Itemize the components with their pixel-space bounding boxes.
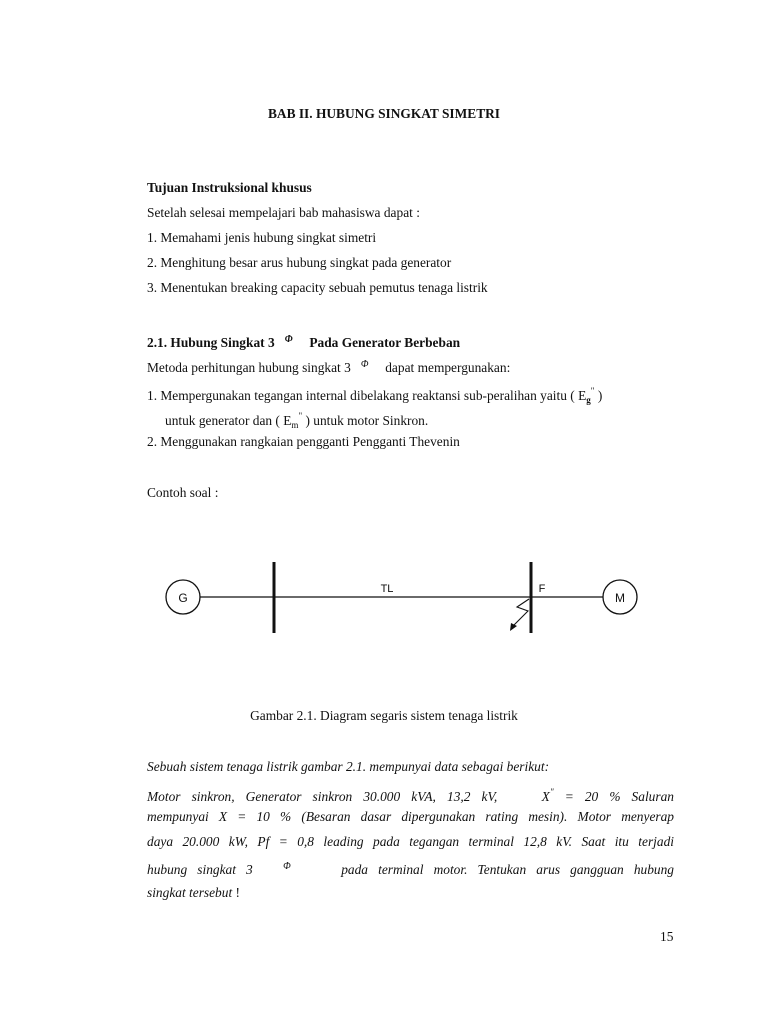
method-intro — [147, 357, 510, 376]
problem-line-2-text: Motor sinkron, Generator sinkron 30.000 kVA, 13,2 kV, — [147, 789, 498, 804]
superscript-double-prime: " — [549, 787, 554, 797]
method-intro-part-b: dapat mempergunakan: — [385, 360, 511, 375]
objective-item-2: 2. Menghitung besar arus hubung singkat pada generator — [147, 255, 452, 270]
fault-label: F — [538, 583, 546, 595]
objectives-title: Tujuan Instruksional khusus — [147, 180, 312, 195]
problem-line-2 — [147, 784, 674, 805]
problem-line-6 — [147, 885, 240, 901]
objective-item-3: 3. Menentukan breaking capacity sebuah pemutus tenaga listrik — [147, 280, 488, 295]
problem-line-6-end: ! — [235, 885, 240, 900]
objective-item-1: 1. Memahami jenis hubung singkat simetri — [147, 230, 377, 245]
one-line-diagram — [150, 555, 650, 645]
method-item-1 — [147, 383, 602, 408]
problem-line-5 — [147, 859, 674, 878]
subscript-g: g — [586, 395, 591, 405]
method-item-2: 2. Menggunakan rangkaian pengganti Pengganti Thevenin — [147, 434, 460, 449]
reactance-symbol: X — [541, 789, 550, 804]
figure-caption: Gambar 2.1. Diagram segaris sistem tenaga listrik — [250, 708, 518, 723]
superscript-double-prime: " — [298, 411, 303, 421]
section-title-part-a: 2.1. Hubung Singkat 3 — [147, 335, 275, 350]
method-item-1-close: ) — [597, 388, 603, 403]
problem-line-6-text: singkat tersebut — [147, 885, 233, 900]
method-item-1-text: 1. Mempergunakan tegangan internal dibelakang reaktansi sub-peralihan yaitu ( E — [147, 388, 587, 403]
method-item-1-line-2-text: untuk generator dan ( E — [165, 413, 292, 428]
method-item-1-line-2-end: ) untuk motor Sinkron. — [305, 413, 429, 428]
chapter-heading: BAB II. HUBUNG SINGKAT SIMETRI — [267, 106, 501, 121]
problem-line-2-end: = 20 % Saluran — [564, 789, 674, 804]
section-title-part-b: Pada Generator Berbeban — [309, 335, 461, 350]
line-label: TL — [380, 583, 394, 595]
phi-symbol: Φ — [283, 861, 291, 872]
motor-label: M — [615, 591, 625, 605]
generator-label: G — [178, 591, 188, 605]
fault-arrowhead — [510, 623, 517, 631]
phi-symbol: Φ — [360, 359, 369, 370]
method-item-1-line-2 — [165, 408, 428, 433]
problem-line-3: mempunyai X = 10 % (Besaran dasar dipergunakan rating mesin). Motor menyerap — [147, 809, 674, 824]
problem-line-1: Sebuah sistem tenaga listrik gambar 2.1. mempunyai data sebagai berikut: — [147, 759, 550, 774]
fault-symbol — [512, 599, 529, 627]
problem-line-5-end: pada terminal motor. Tentukan arus gangguan hubung — [341, 862, 674, 877]
problem-line-5-text: hubung singkat 3 — [147, 862, 253, 877]
method-intro-part-a: Metoda perhitungan hubung singkat 3 — [147, 360, 351, 375]
problem-line-4: daya 20.000 kW, Pf = 0,8 leading pada tegangan terminal 12,8 kV. Saat itu terjadi — [147, 834, 674, 849]
section-title — [147, 332, 460, 351]
objectives-intro: Setelah selesai mempelajari bab mahasiswa dapat : — [147, 205, 420, 220]
superscript-double-prime: " — [590, 386, 595, 396]
phi-symbol: Φ — [284, 334, 293, 345]
page-number: 15 — [660, 929, 674, 944]
example-label: Contoh soal : — [147, 485, 219, 500]
subscript-m: m — [291, 420, 299, 430]
